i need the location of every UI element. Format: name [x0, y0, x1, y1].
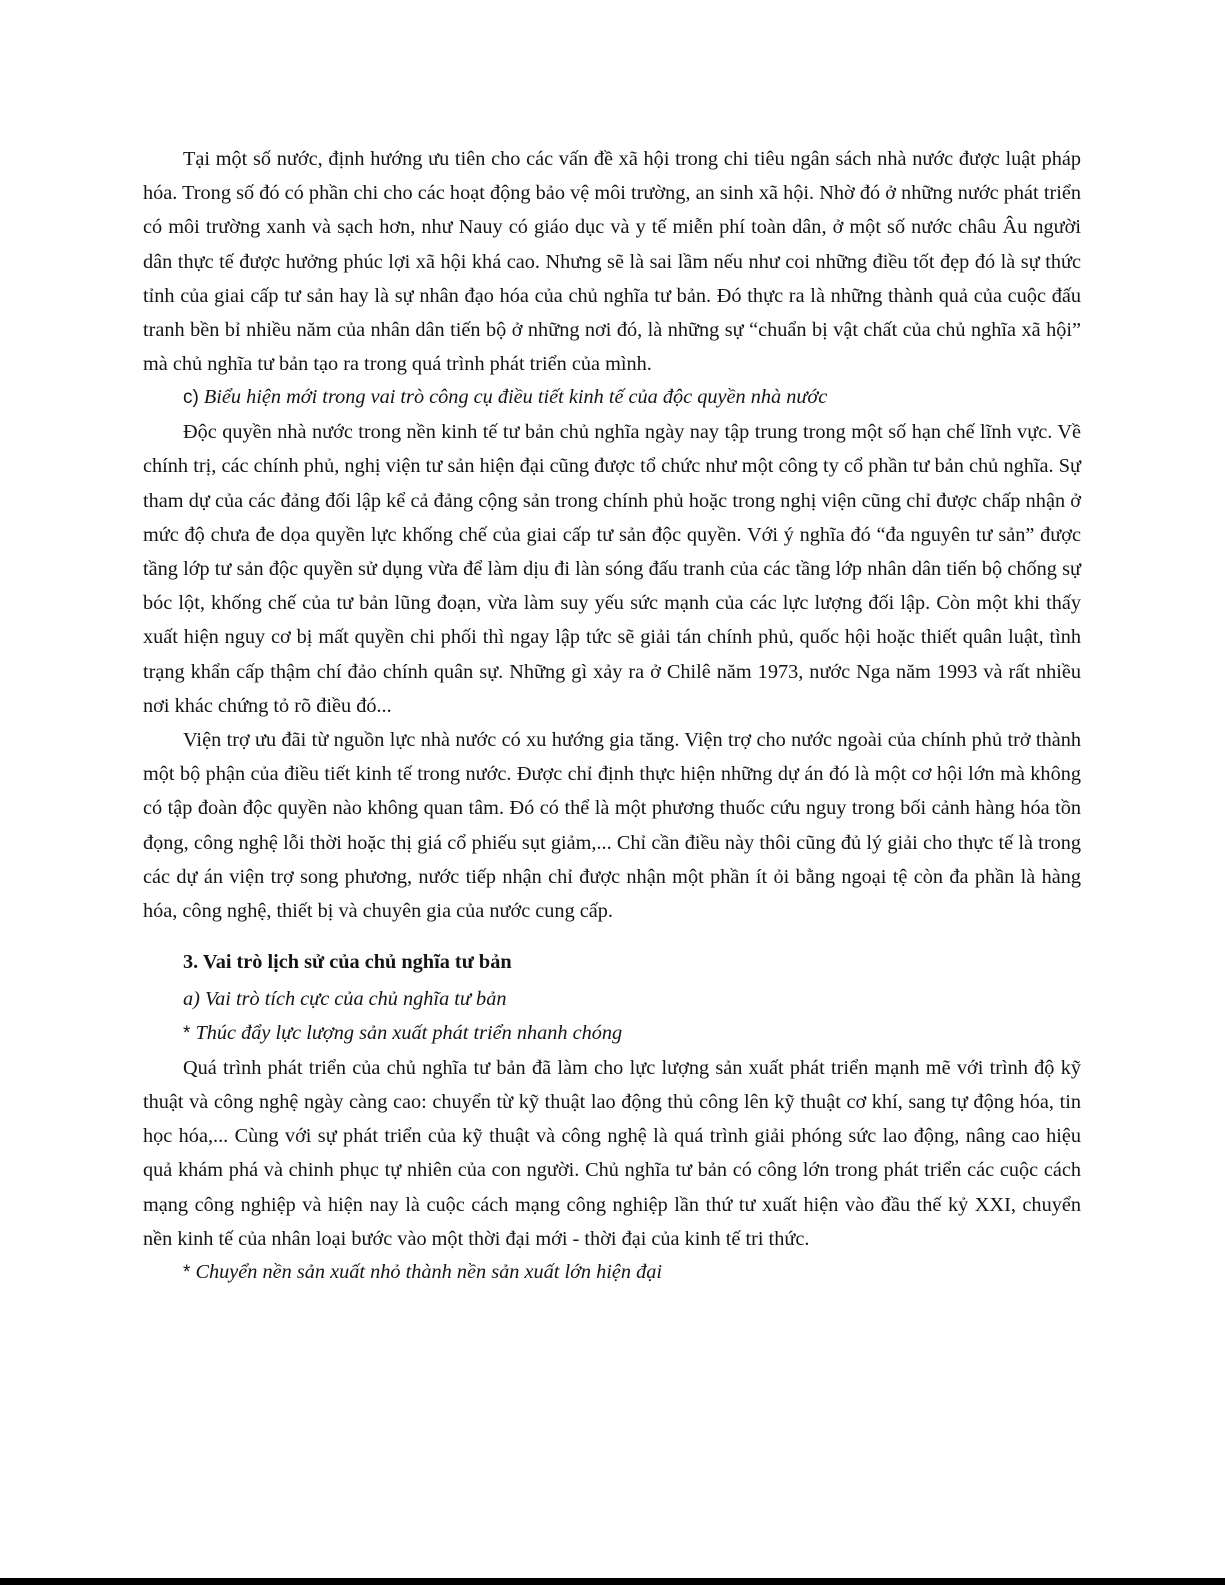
- paragraph-foreign-aid: Viện trợ ưu đãi từ nguồn lực nhà nước có xu hướng gia tăng. Viện trợ cho nước ngoài của chính phủ trở thành một bộ phận của điều tiết kinh tế trong nước. Được chỉ định thực hiện những dự án đó là một cơ hội lớn mà không có tập đoàn độc quyền nào không quan tâm. Đó có thể là một phương thuốc cứu nguy trong bối cảnh hàng hóa tồn đọng, công nghệ lỗi thời hoặc thị giá cổ phiếu sụt giảm,... Chỉ cần điều này thôi cũng đủ lý giải cho thực tế là trong các dự án viện trợ song phương, nước tiếp nhận chỉ được nhận một phần ít ỏi bằng ngoại tệ còn đa phần là hàng hóa, công nghệ, thiết bị và chuyên gia của nước cung cấp.: [143, 729, 1081, 923]
- subsection-a-title: a) Vai trò tích cực của chủ nghĩa tư bản: [183, 988, 507, 1011]
- bullet-2-title-text: Chuyển nền sản xuất nhỏ thành nền sản xuất lớn hiện đại: [195, 1261, 663, 1284]
- bullet-2-title: [143, 1256, 1081, 1290]
- paragraph-social-budget: Tại một số nước, định hướng ưu tiên cho các vấn đề xã hội trong chi tiêu ngân sách nhà nước được luật pháp hóa. Trong số đó có phần chi cho các hoạt động bảo vệ môi trường, an sinh xã hội. Nhờ đó ở những nước phát triển có môi trường xanh và sạch hơn, như Nauy có giáo dục và y tế miễn phí toàn dân, ở một số nước châu Âu người dân thực tế được hưởng phúc lợi xã hội khá cao. Nhưng sẽ là sai lầm nếu như coi những điều tốt đẹp đó là sự thức tỉnh của giai cấp tư sản hay là sự nhân đạo hóa của chủ nghĩa tư bản. Đó thực ra là những thành quả của cuộc đấu tranh bền bỉ nhiều năm của nhân dân tiến bộ ở những nơi đó, là những sự “chuẩn bị vật chất của chủ nghĩa xã hội” mà chủ nghĩa tư bản tạo ra trong quá trình phát triển của mình.: [143, 148, 1081, 376]
- paragraph-state-monopoly: Độc quyền nhà nước trong nền kinh tế tư bản chủ nghĩa ngày nay tập trung trong một số hạn chế lĩnh vực. Về chính trị, các chính phủ, nghị viện tư sản hiện đại cũng được tổ chức như một công ty cổ phần tư bản chủ nghĩa. Sự tham dự của các đảng đối lập kể cả đảng cộng sản trong chính phủ hoặc trong nghị viện cũng chỉ được chấp nhận ở mức độ chưa đe dọa quyền lực khống chế của giai cấp tư sản độc quyền. Với ý nghĩa đó “đa nguyên tư sản” được tầng lớp tư sản độc quyền sử dụng vừa để làm dịu đi làn sóng đấu tranh của các tầng lớp nhân dân tiến bộ chống sự bóc lột, khống chế của tư bản lũng đoạn, vừa làm suy yếu sức mạnh của các lực lượng đối lập. Còn một khi thấy xuất hiện nguy cơ bị mất quyền chi phối thì ngay lập tức sẽ giải tán chính phủ, quốc hội hoặc thiết quân luật, tình trạng khẩn cấp thậm chí đảo chính quân sự. Những gì xảy ra ở Chilê năm 1973, nước Nga năm 1993 và rất nhiều nơi khác chứng tỏ rõ điều đó...: [143, 421, 1081, 717]
- page-bottom-border: [0, 1578, 1225, 1585]
- paragraph-productive-forces: Quá trình phát triển của chủ nghĩa tư bản đã làm cho lực lượng sản xuất phát triển mạnh mẽ với trình độ kỹ thuật và công nghệ ngày càng cao: chuyển từ kỹ thuật lao động thủ công lên kỹ thuật cơ khí, sang tự động hóa, tin học hóa,... Cùng với sự phát triển của kỹ thuật và công nghệ là quá trình giải phóng sức lao động, nâng cao hiệu quả khám phá và chinh phục tự nhiên của con người. Chủ nghĩa tư bản có công lớn trong phát triển các cuộc cách mạng công nghiệp và hiện nay là cuộc cách mạng công nghiệp lần thứ tư xuất hiện vào đầu thế kỷ XXI, chuyển nền kinh tế của nhân loại bước vào một thời đại mới - thời đại của kinh tế tri thức.: [143, 1056, 1081, 1250]
- bullet-1-title: [143, 1017, 1081, 1051]
- document-page: [143, 142, 1081, 1290]
- subsection-c-title: [143, 381, 1081, 415]
- bullet-1-marker: *: [183, 1023, 191, 1045]
- subsection-c-marker: c): [183, 387, 199, 409]
- subsection-c-title-text: Biểu hiện mới trong vai trò công cụ điều tiết kinh tế của độc quyền nhà nước: [203, 386, 828, 409]
- bullet-1-title-text: Thúc đẩy lực lượng sản xuất phát triển nhanh chóng: [195, 1022, 623, 1045]
- bullet-2-marker: *: [183, 1262, 191, 1284]
- section-3-heading: 3. Vai trò lịch sử của chủ nghĩa tư bản: [183, 951, 512, 974]
- section-spacer: [143, 928, 1081, 945]
